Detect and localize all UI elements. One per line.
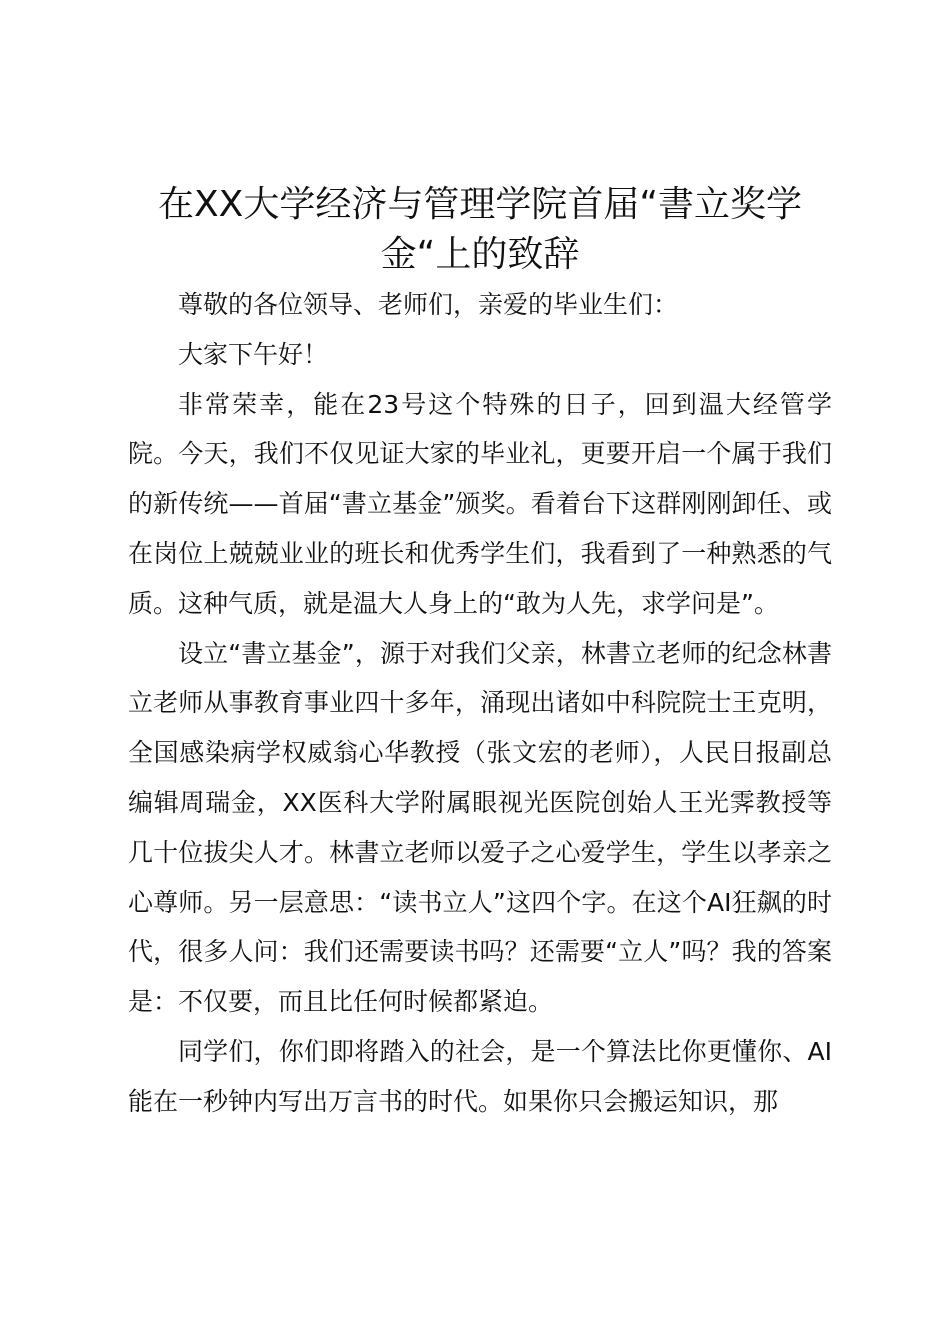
body-paragraph: 设立“書立基金”，源于对我们父亲，林書立老师的纪念林書立老师从事教育事业四十多年，涌现出诸如中科院院士王克明，全国感染病学权威翁心华教授（张文宏的老师），人民日报副总编辑周瑞金，XX医科大学附属眼视光医院创始人王光霁教授等几十位拔尖人才。林書立老师以爱子之心爱学生，学生以孝亲之心尊师。另一层意思：“读书立人”这四个字。在这个AI狂飙的时代，很多人问：我们还需要读书吗？还需要“立人”吗？我的答案是：不仅要，而且比任何时候都紧迫。 [128,638,832,1017]
body-paragraph: 同学们，你们即将踏入的社会，是一个算法比你更懂你、AI能在一秒钟内写出万言书的时代。如果你只会搬运知识，那 [128,1036,832,1116]
document-title: 在XX大学经济与管理学院首届“書立奖学金“上的致辞 [158,184,802,275]
document-body [128,280,832,1127]
greeting-paragraph: 大家下午好！ [178,339,329,369]
body-paragraph: 非常荣幸，能在23号这个特殊的日子，回到温大经管学院。今天，我们不仅见证大家的毕业礼，更要开启一个属于我们的新传统——首届“書立基金”颁奖。看着台下这群刚刚卸任、或在岗位上兢兢业业的班长和优秀学生们，我看到了一种熟悉的气质。这种气质，就是温大人身上的“敢为人先，求学问是”。 [128,389,832,618]
salutation-paragraph: 尊敬的各位领导、老师们，亲爱的毕业生们： [178,290,679,319]
